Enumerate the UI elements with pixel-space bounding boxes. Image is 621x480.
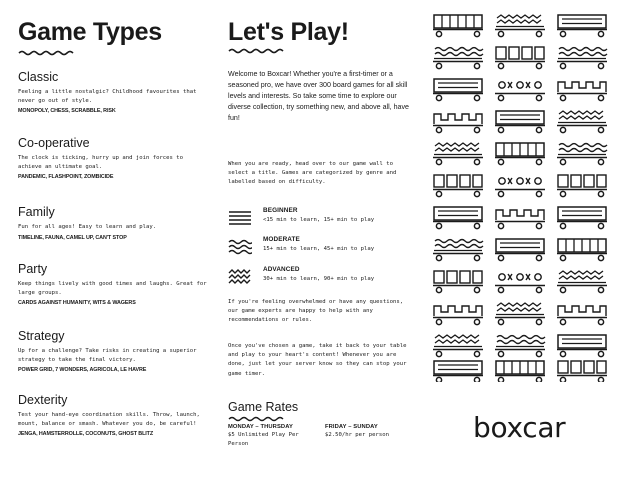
- section-examples: PANDEMIC, FLASHPOINT, ZOMBICIDE: [18, 174, 114, 181]
- section-heading: Strategy: [18, 329, 65, 343]
- game-types-title: Game Types: [18, 18, 162, 46]
- wavy-lines-icon: [228, 239, 252, 255]
- section-party: [18, 262, 208, 307]
- level-time: 30+ min to learn, 90+ min to play: [263, 276, 375, 282]
- section-examples: POWER GRID, 7 WONDERS, AGRICOLA, LE HAVRE: [18, 367, 147, 374]
- section-examples: TIMELINE, FAUNA, CAMEL UP, CAN'T STOP: [18, 234, 127, 241]
- section-classic: [18, 70, 208, 115]
- straight-lines-icon: [228, 210, 252, 226]
- section-dexterity: [18, 393, 208, 438]
- level-name: MODERATE: [263, 236, 300, 243]
- level-time: <15 min to learn, 15+ min to play: [263, 217, 375, 223]
- level-moderate: [228, 236, 420, 258]
- section-description: Fun for all ages! Easy to learn and play.: [18, 224, 157, 230]
- section-description: Keep things lively with good times and laughs. Great for large groups.: [18, 281, 207, 296]
- section-family: [18, 205, 208, 242]
- weekend-value: $2.50/hr per person: [325, 432, 389, 438]
- section-examples: CARDS AGAINST HUMANITY, WITS & WAGERS: [18, 300, 136, 307]
- rates-squiggle-icon: [228, 416, 286, 422]
- weekday-rate: [228, 424, 320, 449]
- level-name: BEGINNER: [263, 207, 298, 214]
- weekday-label: MONDAY – THURSDAY: [228, 424, 293, 430]
- title-squiggle-icon: [18, 50, 76, 56]
- section-description: Test your hand-eye coordination skills. Throw, launch, mount, balance or smash. Whatever you do, be careful!: [18, 412, 200, 427]
- zigzag-lines-icon: [228, 269, 252, 285]
- boxcar-logo: boxcar: [473, 411, 566, 444]
- level-time: 15+ min to learn, 45+ min to play: [263, 246, 375, 252]
- section-examples: JENGA, HAMSTERROLLE, COCONUTS, GHOST BLITZ: [18, 431, 154, 438]
- level-advanced: [228, 266, 420, 288]
- level-beginner: [228, 207, 420, 229]
- level-name: ADVANCED: [263, 266, 300, 273]
- section-examples: MONOPOLY, CHESS, SCRABBLE, RISK: [18, 108, 116, 115]
- section-description: The clock is ticking, hurry up and join forces to achieve an ultimate goal.: [18, 155, 184, 170]
- weekday-value: $5 Unlimited Play Per Person: [228, 432, 299, 447]
- boxcar-pattern-graphic: [433, 14, 609, 382]
- section-heading: Classic: [18, 70, 59, 84]
- section-heading: Family: [18, 205, 55, 219]
- section-heading: Co-operative: [18, 136, 90, 150]
- after-paragraph: Once you've chosen a game, take it back to your table and play to your heart's content! Whenever you are done, just let your server know so they can stop your game timer.: [228, 343, 407, 377]
- intro-paragraph: Welcome to Boxcar! Whether you're a first-timer or a seasoned pro, we have over 300 board games for all skill levels and interests. So take some time to explore our diverse collection, try something new, and above all, have fun!: [228, 70, 409, 122]
- game-rates-title: Game Rates: [228, 400, 299, 414]
- help-paragraph: If you're feeling overwhelmed or have any questions, our game experts are happy to help with any recommendations or rules.: [228, 299, 404, 324]
- lets-play-title: Let's Play!: [228, 18, 349, 46]
- section-strategy: [18, 329, 208, 374]
- section-heading: Party: [18, 262, 48, 276]
- section-description: Up for a challenge? Take risks in creating a superior strategy to take the final victory.: [18, 348, 197, 363]
- weekend-label: FRIDAY – SUNDAY: [325, 424, 378, 430]
- section-heading: Dexterity: [18, 393, 68, 407]
- section-description: Feeling a little nostalgic? Childhood favourites that never go out of style.: [18, 89, 197, 104]
- weekend-rate: [325, 424, 417, 440]
- title-squiggle-icon: [228, 48, 286, 54]
- section-cooperative: [18, 136, 208, 181]
- instructions-paragraph: When you are ready, head over to our game wall to select a title. Games are categorized by genre and labelled based on difficulty.: [228, 161, 397, 186]
